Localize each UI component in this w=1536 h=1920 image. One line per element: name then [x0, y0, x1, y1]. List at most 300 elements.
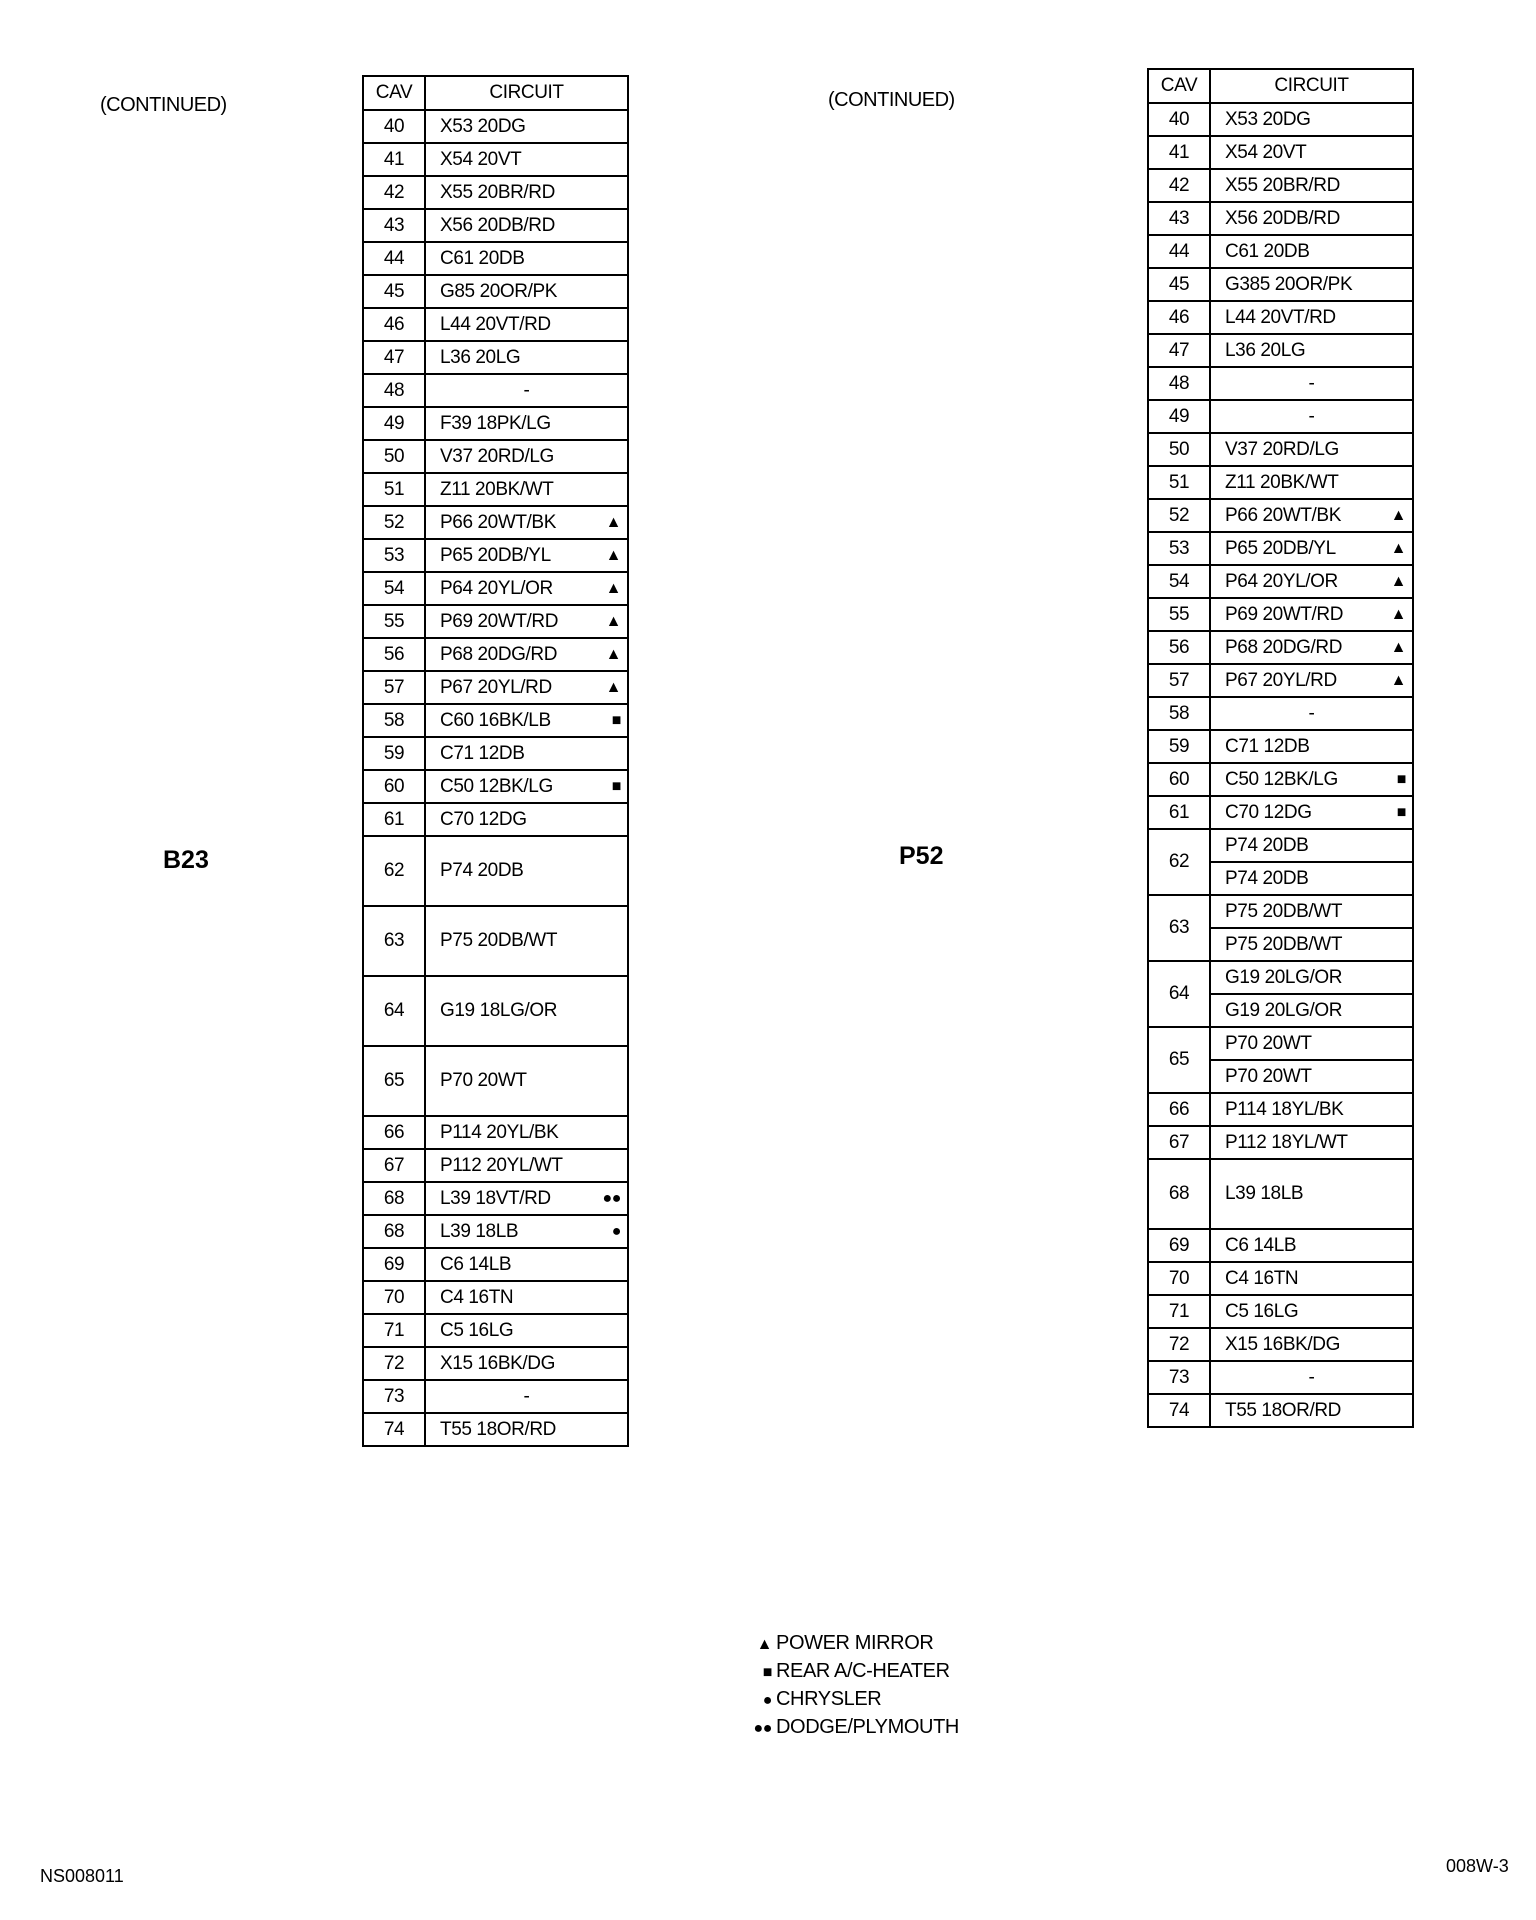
cav-number: 64 [1148, 961, 1210, 1027]
table-row [1148, 301, 1413, 334]
circuit-cell [425, 704, 628, 737]
cav-number: 70 [1148, 1262, 1210, 1295]
table-row [1148, 730, 1413, 763]
cav-number: 58 [1148, 697, 1210, 730]
table-row [1148, 466, 1413, 499]
table-row [363, 374, 628, 407]
cav-number: 68 [363, 1182, 425, 1215]
circuit-cell [425, 407, 628, 440]
table-row [363, 770, 628, 803]
cav-number: 54 [363, 572, 425, 605]
cav-number: 54 [1148, 565, 1210, 598]
table-row [1148, 796, 1413, 829]
circuit-cell [1210, 334, 1413, 367]
cav-number: 50 [1148, 433, 1210, 466]
cav-number: 73 [1148, 1361, 1210, 1394]
circuit-cell [1210, 1262, 1413, 1295]
table-row [363, 572, 628, 605]
circuit-code: V37 20RD/LG [1225, 438, 1339, 460]
legend-item [738, 1632, 959, 1660]
circuit-code: P74 20DB [440, 860, 524, 881]
option-symbol-icon: ▲ [1390, 671, 1406, 689]
table-row [1148, 895, 1413, 928]
cav-number: 72 [363, 1347, 425, 1380]
table-row [1148, 367, 1413, 400]
table-row [363, 1281, 628, 1314]
circuit-code: P75 20DB/WT [1210, 895, 1413, 928]
circuit-cell [425, 110, 628, 143]
table-row [363, 1215, 628, 1248]
table-row [363, 473, 628, 506]
circuit-cell [1210, 136, 1413, 169]
circuit-code: X54 20VT [1225, 141, 1307, 163]
circuit-code: C6 14LB [1225, 1234, 1297, 1256]
legend-symbol-icon: ▲ [756, 1636, 772, 1653]
table-row [363, 539, 628, 572]
circuit-cell [1210, 202, 1413, 235]
option-symbol-icon: ■ [611, 777, 621, 795]
circuit-cell [425, 906, 628, 976]
circuit-code: L36 20LG [440, 346, 521, 368]
cav-number: 47 [1148, 334, 1210, 367]
circuit-code: C4 16TN [440, 1286, 514, 1308]
circuit-code: G85 20OR/PK [440, 280, 558, 302]
circuit-code: C71 12DB [440, 742, 525, 764]
circuit-cell [1210, 532, 1413, 565]
circuit-code: P70 20WT [440, 1070, 527, 1091]
cav-number: 59 [363, 737, 425, 770]
circuit-code: X53 20DG [440, 115, 526, 137]
circuit-code: X15 16BK/DG [440, 1352, 555, 1374]
cav-number: 52 [1148, 499, 1210, 532]
option-symbol-icon: ● [611, 1222, 621, 1240]
table-row [1148, 433, 1413, 466]
table-row [1148, 136, 1413, 169]
table-row [1148, 499, 1413, 532]
cav-number: 66 [363, 1116, 425, 1149]
cav-number: 71 [1148, 1295, 1210, 1328]
table-row [1148, 1229, 1413, 1262]
cav-number: 46 [1148, 301, 1210, 334]
circuit-code: C60 16BK/LB [440, 709, 551, 731]
cav-number: 43 [363, 209, 425, 242]
table-row [363, 242, 628, 275]
circuit-code: P66 20WT/BK [440, 511, 556, 533]
table-row [1148, 169, 1413, 202]
circuit-code: L36 20LG [1225, 339, 1306, 361]
circuit-cell [1210, 631, 1413, 664]
table-row [363, 506, 628, 539]
table-row [363, 1380, 628, 1413]
circuit-code: G19 18LG/OR [440, 1000, 558, 1021]
option-symbol-icon: ●● [602, 1189, 621, 1207]
circuit-code: C70 12DG [440, 808, 527, 830]
cav-number: 43 [1148, 202, 1210, 235]
circuit-cell [1210, 1229, 1413, 1262]
circuit-cell [425, 638, 628, 671]
circuit-code: C61 20DB [440, 247, 525, 269]
cav-number: 57 [1148, 664, 1210, 697]
table-row [1148, 1328, 1413, 1361]
cav-number: 64 [363, 976, 425, 1046]
circuit-code: - [1308, 372, 1315, 394]
circuit-code: X55 20BR/RD [1225, 174, 1340, 196]
circuit-cell [1210, 466, 1413, 499]
circuit-code: X56 20DB/RD [1225, 207, 1340, 229]
right-cavity-table [1147, 68, 1414, 1428]
cav-number: 74 [363, 1413, 425, 1446]
legend-text: POWER MIRROR [776, 1632, 934, 1654]
cav-number: 41 [363, 143, 425, 176]
table-row [1148, 1159, 1413, 1229]
circuit-code: - [1308, 405, 1315, 427]
circuit-code: P65 20DB/YL [440, 544, 551, 566]
table-row [363, 671, 628, 704]
circuit-cell [1210, 697, 1413, 730]
cav-number: 49 [363, 407, 425, 440]
table-row [363, 440, 628, 473]
circuit-code: P69 20WT/RD [1225, 603, 1344, 625]
circuit-code: P69 20WT/RD [440, 610, 559, 632]
cav-number: 40 [1148, 103, 1210, 136]
table-row [363, 407, 628, 440]
circuit-code: - [523, 379, 530, 401]
circuit-code: L44 20VT/RD [1225, 306, 1336, 328]
legend-item [738, 1688, 959, 1716]
circuit-code: V37 20RD/LG [440, 445, 554, 467]
circuit-cell [1210, 1093, 1413, 1126]
circuit-code: P67 20YL/RD [440, 676, 552, 698]
circuit-code: L39 18LB [1225, 1183, 1304, 1204]
cav-header: CAV [363, 76, 425, 110]
cav-number: 62 [363, 836, 425, 906]
cav-number: 42 [363, 176, 425, 209]
option-symbol-icon: ▲ [605, 513, 621, 531]
cav-number: 65 [1148, 1027, 1210, 1093]
cav-number: 47 [363, 341, 425, 374]
circuit-cell [425, 1215, 628, 1248]
circuit-cell [1210, 400, 1413, 433]
circuit-code: P75 20DB/WT [1210, 928, 1413, 961]
circuit-code: C6 14LB [440, 1253, 512, 1275]
table-row [363, 143, 628, 176]
circuit-cell [425, 1347, 628, 1380]
table-row [1148, 235, 1413, 268]
circuit-code: P112 18YL/WT [1225, 1131, 1348, 1153]
cav-number: 63 [1148, 895, 1210, 961]
option-symbol-icon: ▲ [605, 645, 621, 663]
option-symbol-icon: ▲ [1390, 506, 1406, 524]
circuit-cell [1210, 730, 1413, 763]
cav-number: 50 [363, 440, 425, 473]
cav-header: CAV [1148, 69, 1210, 103]
table-row [1148, 268, 1413, 301]
cav-number: 69 [1148, 1229, 1210, 1262]
circuit-cell [425, 308, 628, 341]
table-row [363, 803, 628, 836]
table-row [1148, 1394, 1413, 1427]
cav-number: 67 [1148, 1126, 1210, 1159]
symbol-legend [738, 1632, 959, 1744]
option-symbol-icon: ▲ [605, 546, 621, 564]
cav-number: 44 [1148, 235, 1210, 268]
option-symbol-icon: ■ [1396, 803, 1406, 821]
circuit-code: P70 20WT [1210, 1060, 1413, 1093]
table-row [1148, 631, 1413, 664]
table-row [363, 605, 628, 638]
circuit-code: P70 20WT [1210, 1027, 1413, 1060]
cav-number: 44 [363, 242, 425, 275]
circuit-cell [425, 1116, 628, 1149]
option-symbol-icon: ■ [1396, 770, 1406, 788]
circuit-cell [425, 836, 628, 906]
circuit-code: - [1308, 1366, 1315, 1388]
option-symbol-icon: ▲ [1390, 539, 1406, 557]
table-row [363, 209, 628, 242]
circuit-cell [425, 1413, 628, 1446]
table-row [1148, 400, 1413, 433]
circuit-code: C61 20DB [1225, 240, 1310, 262]
circuit-cell [1210, 565, 1413, 598]
circuit-cell [1210, 763, 1413, 796]
cav-number: 45 [1148, 268, 1210, 301]
cav-number: 48 [363, 374, 425, 407]
circuit-cell [425, 605, 628, 638]
circuit-cell [425, 143, 628, 176]
circuit-cell [425, 242, 628, 275]
table-header [1148, 69, 1413, 103]
circuit-code: C4 16TN [1225, 1267, 1299, 1289]
circuit-code: P74 20DB [1210, 862, 1413, 895]
circuit-cell [425, 374, 628, 407]
cav-number: 60 [363, 770, 425, 803]
circuit-cell [425, 671, 628, 704]
table-row [363, 341, 628, 374]
cav-number: 42 [1148, 169, 1210, 202]
circuit-cell [1210, 796, 1413, 829]
cav-number: 45 [363, 275, 425, 308]
circuit-code: G385 20OR/PK [1225, 273, 1353, 295]
circuit-cell [1210, 367, 1413, 400]
legend-item [738, 1716, 959, 1744]
table-row [1148, 829, 1413, 862]
cav-number: 74 [1148, 1394, 1210, 1427]
option-symbol-icon: ▲ [1390, 572, 1406, 590]
legend-item [738, 1660, 959, 1688]
cav-number: 51 [1148, 466, 1210, 499]
circuit-code: P75 20DB/WT [440, 930, 558, 951]
table-row [1148, 763, 1413, 796]
table-row [363, 737, 628, 770]
option-symbol-icon: ▲ [1390, 638, 1406, 656]
cav-number: 52 [363, 506, 425, 539]
circuit-header: CIRCUIT [425, 76, 628, 110]
circuit-cell [1210, 301, 1413, 334]
circuit-code: C5 16LG [1225, 1300, 1299, 1322]
table-row [363, 308, 628, 341]
circuit-cell [425, 176, 628, 209]
circuit-code: P114 20YL/BK [440, 1121, 559, 1143]
circuit-cell [425, 803, 628, 836]
circuit-code: Z11 20BK/WT [440, 478, 554, 500]
circuit-cell [425, 275, 628, 308]
legend-symbol-icon: ● [762, 1692, 772, 1709]
circuit-cell [425, 1281, 628, 1314]
legend-symbol-icon: ■ [762, 1664, 772, 1681]
circuit-cell [425, 572, 628, 605]
legend-text: DODGE/PLYMOUTH [776, 1716, 959, 1738]
cav-number: 46 [363, 308, 425, 341]
table-row [363, 704, 628, 737]
circuit-code: P64 20YL/OR [440, 577, 553, 599]
cav-number: 68 [1148, 1159, 1210, 1229]
circuit-cell [1210, 598, 1413, 631]
table-row [363, 906, 628, 976]
circuit-code: P112 20YL/WT [440, 1154, 563, 1176]
right-connector-label: P52 [899, 842, 944, 870]
table-row [1148, 565, 1413, 598]
circuit-cell [1210, 1361, 1413, 1394]
circuit-code: X55 20BR/RD [440, 181, 555, 203]
circuit-code: Z11 20BK/WT [1225, 471, 1339, 493]
option-symbol-icon: ▲ [605, 579, 621, 597]
circuit-cell [425, 506, 628, 539]
circuit-code: P68 20DG/RD [440, 643, 558, 665]
cav-number: 72 [1148, 1328, 1210, 1361]
circuit-code: G19 20LG/OR [1210, 961, 1413, 994]
table-row [363, 1149, 628, 1182]
table-row [1148, 334, 1413, 367]
cav-number: 55 [1148, 598, 1210, 631]
cav-number: 66 [1148, 1093, 1210, 1126]
cav-number: 57 [363, 671, 425, 704]
circuit-code: G19 20LG/OR [1210, 994, 1413, 1027]
left-connector-label: B23 [163, 846, 209, 874]
legend-text: CHRYSLER [776, 1688, 882, 1710]
cav-number: 71 [363, 1314, 425, 1347]
circuit-code: P66 20WT/BK [1225, 504, 1341, 526]
circuit-cell [425, 473, 628, 506]
cav-number: 67 [363, 1149, 425, 1182]
table-row [1148, 532, 1413, 565]
table-row [1148, 1361, 1413, 1394]
cav-number: 73 [363, 1380, 425, 1413]
cav-number: 65 [363, 1046, 425, 1116]
cav-number: 59 [1148, 730, 1210, 763]
table-row [1148, 1027, 1413, 1060]
cav-number: 49 [1148, 400, 1210, 433]
table-row [363, 1314, 628, 1347]
option-symbol-icon: ▲ [605, 612, 621, 630]
circuit-code: T55 18OR/RD [1225, 1399, 1341, 1421]
circuit-cell [1210, 235, 1413, 268]
cav-number: 63 [363, 906, 425, 976]
table-row [363, 1116, 628, 1149]
table-row [1148, 103, 1413, 136]
circuit-code: T55 18OR/RD [440, 1418, 556, 1440]
circuit-code: L39 18LB [440, 1220, 519, 1242]
circuit-cell [425, 1248, 628, 1281]
footer-page-id: 008W-3 [1446, 1856, 1509, 1876]
table-row [363, 275, 628, 308]
circuit-cell [425, 1046, 628, 1116]
circuit-code: X15 16BK/DG [1225, 1333, 1340, 1355]
cav-number: 51 [363, 473, 425, 506]
table-row [363, 638, 628, 671]
left-cavity-table [362, 75, 629, 1447]
table-row [1148, 1295, 1413, 1328]
circuit-cell [1210, 268, 1413, 301]
circuit-cell [425, 976, 628, 1046]
cav-number: 70 [363, 1281, 425, 1314]
table-row [363, 1248, 628, 1281]
table-row [1148, 598, 1413, 631]
table-row [1148, 697, 1413, 730]
circuit-code: P65 20DB/YL [1225, 537, 1336, 559]
circuit-cell [425, 1314, 628, 1347]
circuit-code: - [523, 1385, 530, 1407]
left-continued-label: (CONTINUED) [100, 94, 227, 116]
circuit-cell [1210, 1328, 1413, 1361]
circuit-code: P67 20YL/RD [1225, 669, 1337, 691]
circuit-cell [425, 209, 628, 242]
table-row [1148, 1093, 1413, 1126]
table-header [363, 76, 628, 110]
circuit-code: P64 20YL/OR [1225, 570, 1338, 592]
cav-number: 55 [363, 605, 425, 638]
cav-number: 56 [363, 638, 425, 671]
cav-number: 68 [363, 1215, 425, 1248]
legend-text: REAR A/C-HEATER [776, 1660, 950, 1682]
option-symbol-icon: ■ [611, 711, 621, 729]
circuit-cell [1210, 103, 1413, 136]
circuit-cell [425, 737, 628, 770]
option-symbol-icon: ▲ [605, 678, 621, 696]
circuit-cell [425, 341, 628, 374]
cav-number: 60 [1148, 763, 1210, 796]
cav-number: 58 [363, 704, 425, 737]
circuit-code: L39 18VT/RD [440, 1187, 551, 1209]
cav-number: 61 [363, 803, 425, 836]
circuit-cell [425, 770, 628, 803]
circuit-code: C50 12BK/LG [440, 775, 553, 797]
circuit-code: - [1308, 702, 1315, 724]
cav-number: 48 [1148, 367, 1210, 400]
circuit-code: L44 20VT/RD [440, 313, 551, 335]
circuit-code: C70 12DG [1225, 801, 1312, 823]
cav-number: 40 [363, 110, 425, 143]
table-row [1148, 961, 1413, 994]
circuit-cell [1210, 1159, 1413, 1229]
circuit-code: P68 20DG/RD [1225, 636, 1343, 658]
cav-number: 61 [1148, 796, 1210, 829]
circuit-cell [1210, 433, 1413, 466]
circuit-code: C5 16LG [440, 1319, 514, 1341]
circuit-cell [1210, 664, 1413, 697]
table-row [363, 176, 628, 209]
table-row [363, 1046, 628, 1116]
circuit-code: C71 12DB [1225, 735, 1310, 757]
table-row [363, 1413, 628, 1446]
cav-number: 41 [1148, 136, 1210, 169]
cav-number: 56 [1148, 631, 1210, 664]
circuit-cell [1210, 499, 1413, 532]
table-row [1148, 202, 1413, 235]
table-row [1148, 664, 1413, 697]
circuit-cell [425, 539, 628, 572]
cav-number: 53 [1148, 532, 1210, 565]
circuit-code: X54 20VT [440, 148, 522, 170]
